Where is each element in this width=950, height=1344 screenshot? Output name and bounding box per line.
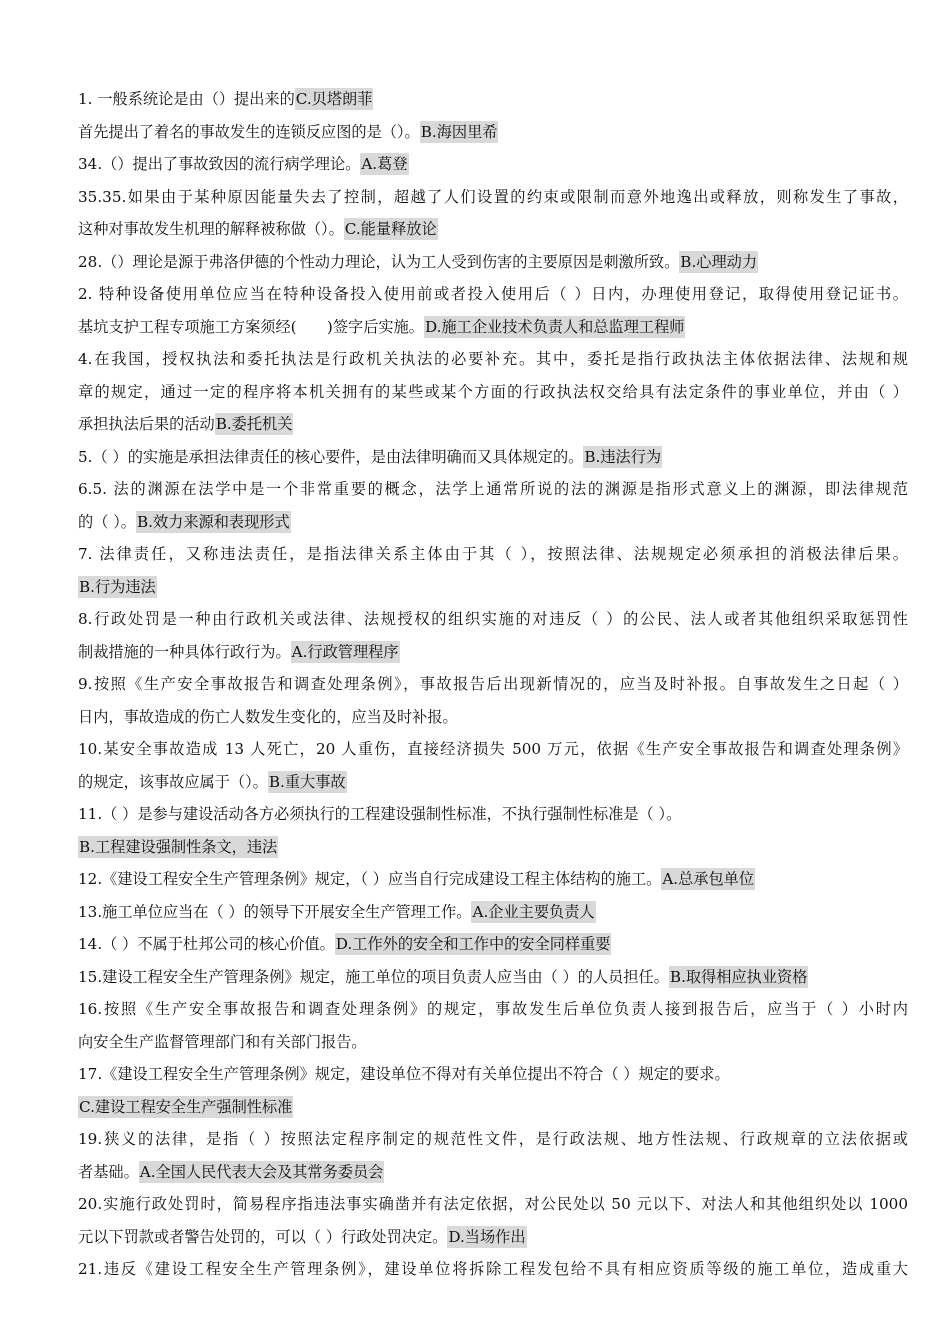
question-text: 1. 一般系统论是由（）提出来的 (78, 90, 295, 108)
question-text: 19.狭义的法律，是指（ ）按照法定程序制定的规范性文件，是行政法规、地方性法规、行政规章的立法依据或 (78, 1130, 908, 1148)
text-line (78, 993, 908, 1026)
text-line (78, 148, 908, 181)
text-line (78, 311, 908, 344)
question-text: 28.（）理论是源于弗洛伊德的个性动力理论，认为工人受到伤害的主要原因是刺激所致。 (78, 252, 680, 271)
answer-highlight: C.能量释放论 (344, 220, 437, 238)
text-line (78, 213, 908, 246)
text-line (78, 1091, 908, 1124)
document-body (78, 83, 908, 1286)
answer-highlight: B.效力来源和表现形式 (136, 512, 290, 531)
answer-highlight: A.葛登 (361, 155, 408, 173)
text-line (78, 1026, 908, 1059)
question-text: 2. 特种设备使用单位应当在特种设备投入使用前或者投入使用后（ ）日内，办理使用登记，取得使用登记证书。 (78, 285, 908, 303)
answer-highlight: D.当场作出 (448, 1227, 526, 1246)
answer-highlight: B.工程建设强制性条文，违法 (79, 837, 278, 856)
answer-highlight: A.全国人民代表大会及其常务委员会 (139, 1162, 384, 1181)
question-text: 15.建设工程安全生产管理条例》规定，施工单位的项目负责人应当由（ ）的人员担任。 (78, 967, 669, 986)
text-line (78, 1058, 908, 1091)
question-text: 者基础。 (78, 1162, 139, 1181)
text-line (78, 1156, 908, 1189)
question-text: 9.按照《生产安全事故报告和调查处理条例》，事故报告后出现新情况的，应当及时补报。自事故发生之日起（ ） (78, 675, 908, 693)
text-line (78, 928, 908, 961)
text-line (78, 636, 908, 669)
answer-highlight: B.委托机关 (215, 415, 293, 433)
question-text: 承担执法后果的活动 (78, 415, 215, 433)
text-line (78, 766, 908, 799)
text-line (78, 571, 908, 604)
question-text: 6.5. 法的渊源在法学中是一个非常重要的概念，法学上通常所说的法的渊源是指形式意义上的渊源，即法律规范 (78, 480, 908, 498)
question-text: 13.施工单位应当在（ ）的领导下开展安全生产管理工作。 (78, 902, 472, 921)
text-line (78, 506, 908, 539)
text-line (78, 603, 908, 636)
question-text: 制裁措施的一种具体行政行为。 (78, 642, 291, 661)
answer-highlight: C.建设工程安全生产强制性标准 (79, 1097, 293, 1116)
text-line (78, 441, 908, 474)
text-line (78, 1188, 908, 1221)
text-line (78, 896, 908, 929)
answer-highlight: D.工作外的安全和工作中的安全同样重要 (335, 935, 611, 953)
answer-highlight: B.心理动力 (680, 252, 758, 271)
question-text: 20.实施行政处罚时，简易程序指违法事实确凿并有法定依据，对公民处以 50 元以下、对法人和其他组织处以 1000 (78, 1195, 908, 1213)
text-line (78, 538, 908, 571)
answer-highlight: D.施工企业技术负责人和总监理工程师 (424, 317, 685, 336)
text-line (78, 246, 908, 279)
question-text: 17.《建设工程安全生产管理条例》规定，建设单位不得对有关单位提出不符合（ ）规定的要求。 (78, 1065, 730, 1083)
text-line (78, 116, 908, 149)
question-text: 日内，事故造成的伤亡人数发生变化的，应当及时补报。 (78, 707, 458, 726)
question-text: 元以下罚款或者警告处罚的，可以（ ）行政处罚决定。 (78, 1227, 448, 1246)
text-line (78, 473, 908, 506)
question-text: 11.（ ）是参与建设活动各方必须执行的工程建设强制性标准，不执行强制性标准是（ ）。 (78, 805, 682, 823)
text-line (78, 408, 908, 441)
question-text: 16.按照《生产安全事故报告和调查处理条例》的规定，事故发生后单位负责人接到报告后，应当于（ ）小时内 (78, 1000, 908, 1018)
answer-highlight: B.违法行为 (584, 447, 662, 466)
answer-highlight: B.海因里希 (420, 122, 498, 141)
answer-highlight: B.取得相应执业资格 (669, 967, 808, 986)
question-text: 4.在我国，授权执法和委托执法是行政机关执法的必要补充。其中，委托是指行政执法主体依据法律、法规和规 (78, 350, 908, 368)
question-text: 8.行政处罚是一种由行政机关或法律、法规授权的组织实施的对违反（ ）的公民、法人或者其他组织采取惩罚性 (78, 610, 908, 628)
question-text: 5.（ ）的实施是承担法律责任的核心要件，是由法律明确而又具体规定的。 (78, 447, 584, 466)
text-line (78, 278, 908, 311)
text-line (78, 733, 908, 766)
text-line (78, 668, 908, 701)
text-line (78, 961, 908, 994)
text-line (78, 798, 908, 831)
question-text: 35.35.如果由于某种原因能量失去了控制，超越了人们设置的约束或限制而意外地逸出或释放，则称发生了事故， (78, 187, 908, 206)
text-line (78, 343, 908, 376)
text-line (78, 1123, 908, 1156)
text-line (78, 181, 908, 214)
question-text: 这种对事故发生机理的解释被称做（）。 (78, 220, 344, 238)
text-line (78, 863, 908, 896)
answer-highlight: C.贝塔朗菲 (295, 90, 373, 108)
question-text: 首先提出了着名的事故发生的连锁反应图的是（）。 (78, 122, 420, 141)
question-text: 的（ ）。 (78, 512, 136, 531)
question-text: 14.（ ）不属于杜邦公司的核心价值。 (78, 935, 335, 953)
question-text: 7. 法律责任，又称违法责任，是指法律关系主体由于其（ ），按照法律、法规规定必须承担的消极法律后果。 (78, 545, 908, 563)
answer-highlight: B.行为违法 (79, 577, 156, 596)
question-text: 10.某安全事故造成 13 人死亡，20 人重伤，直接经济损失 500 万元，依据《生产安全事故报告和调查处理条例》 (78, 740, 908, 758)
question-text: 21.违反《建设工程安全生产管理条例》，建设单位将拆除工程发包给不具有相应资质等级的施工单位，造成重大 (78, 1260, 908, 1278)
text-line (78, 1221, 908, 1254)
text-line (78, 376, 908, 409)
answer-highlight: A.行政管理程序 (291, 642, 399, 661)
question-text: 基坑支护工程专项施工方案须经( )签字后实施。 (78, 317, 424, 336)
question-text: 章的规定，通过一定的程序将本机关拥有的某些或某个方面的行政执法权交给具有法定条件的事业单位，并由（ ） (78, 382, 908, 401)
answer-highlight: A.总承包单位 (662, 870, 755, 888)
text-line (78, 831, 908, 864)
question-text: 向安全生产监督管理部门和有关部门报告。 (78, 1032, 367, 1051)
text-line (78, 83, 908, 116)
text-line (78, 701, 908, 734)
text-line (78, 1253, 908, 1286)
question-text: 12.《建设工程安全生产管理条例》规定，（ ）应当自行完成建设工程主体结构的施工。 (78, 870, 662, 888)
question-text: 34.（）提出了事故致因的流行病学理论。 (78, 155, 361, 173)
question-text: 的规定，该事故应属于（）。 (78, 772, 268, 791)
answer-highlight: B.重大事故 (268, 772, 346, 791)
answer-highlight: A.企业主要负责人 (472, 902, 595, 921)
